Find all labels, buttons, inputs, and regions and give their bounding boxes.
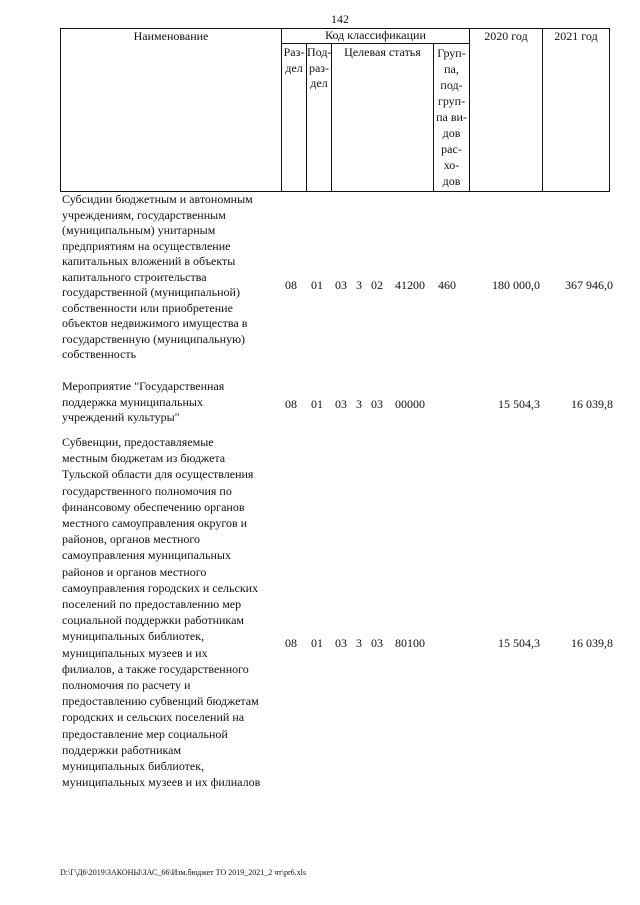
row-value-2021: 16 039,8	[571, 636, 613, 650]
row-target-type: 3	[356, 278, 362, 292]
row-value-2020: 15 504,3	[498, 636, 540, 650]
row-group: 460	[438, 278, 456, 292]
row-name: Мероприятие "Государственная поддержка муниципальных учреждений культуры"	[62, 379, 225, 424]
header-section: Раз- дел	[283, 45, 305, 75]
row-target-direction: 80100	[395, 636, 425, 650]
row-value-2021: 16 039,8	[571, 397, 613, 411]
row-value-2021: 367 946,0	[565, 278, 613, 292]
row-subsection: 01	[311, 636, 323, 650]
header-target-article: Целевая статья	[344, 45, 421, 59]
row-name: Субсидии бюджетным и автономным учреждениям, государственным (муниципальным) унитарным предприятиям на осуществление капитальных вложений в объекты капитального строительства государственной (муниципальной) собственности или приобретение объектов недвижимого имущества в государственную (муниципальную) собственность	[62, 192, 253, 361]
row-target-event: 02	[371, 278, 383, 292]
page-number: 142	[331, 12, 349, 26]
header-subsection: Под- раз- дел	[307, 45, 332, 90]
header-year-2021: 2021 год	[554, 29, 598, 43]
header-expense-group: Груп- па, под- груп- па ви- дов рас- хо- дов	[436, 46, 467, 188]
row-section: 08	[285, 636, 297, 650]
row-value-2020: 15 504,3	[498, 397, 540, 411]
row-target-program: 03	[335, 278, 347, 292]
row-target-program: 03	[335, 636, 347, 650]
row-target-program: 03	[335, 397, 347, 411]
row-subsection: 01	[311, 397, 323, 411]
row-value-2020: 180 000,0	[492, 278, 540, 292]
row-target-type: 3	[356, 636, 362, 650]
footer-file-path: D:\Г\Д6\2019\ЗАКОНЫ\ЗАС_66\Изм.бюджет ТО 2019_2021_2 чт\pr6.xls	[60, 868, 306, 877]
header-name: Наименование	[133, 29, 209, 43]
header-classification-code: Код классификации	[325, 28, 426, 42]
row-target-direction: 41200	[395, 278, 425, 292]
row-target-event: 03	[371, 636, 383, 650]
header-year-2020: 2020 год	[484, 29, 528, 43]
row-target-type: 3	[356, 397, 362, 411]
row-name: Субвенции, предоставляемые местным бюджетам из бюджета Тульской области для осуществления государственного полномочия по финансовому обеспечению органов местного самоуправления округов и районов, органов местного самоуправления муниципальных районов и органов местного самоуправления городских и сельских поселений по предоставлению мер социальной поддержки работникам муниципальных библиотек, муниципальных музеев и их филиалов, а также государственного полномочия по расчету и предоставлению субвенций бюджетам городских и сельских поселений на предоставление мер социальной поддержки работникам муниципальных библиотек, муниципальных музеев и их филиалов	[62, 435, 261, 790]
row-target-event: 03	[371, 397, 383, 411]
row-target-direction: 00000	[395, 397, 425, 411]
row-subsection: 01	[311, 278, 323, 292]
row-section: 08	[285, 278, 297, 292]
row-section: 08	[285, 397, 297, 411]
